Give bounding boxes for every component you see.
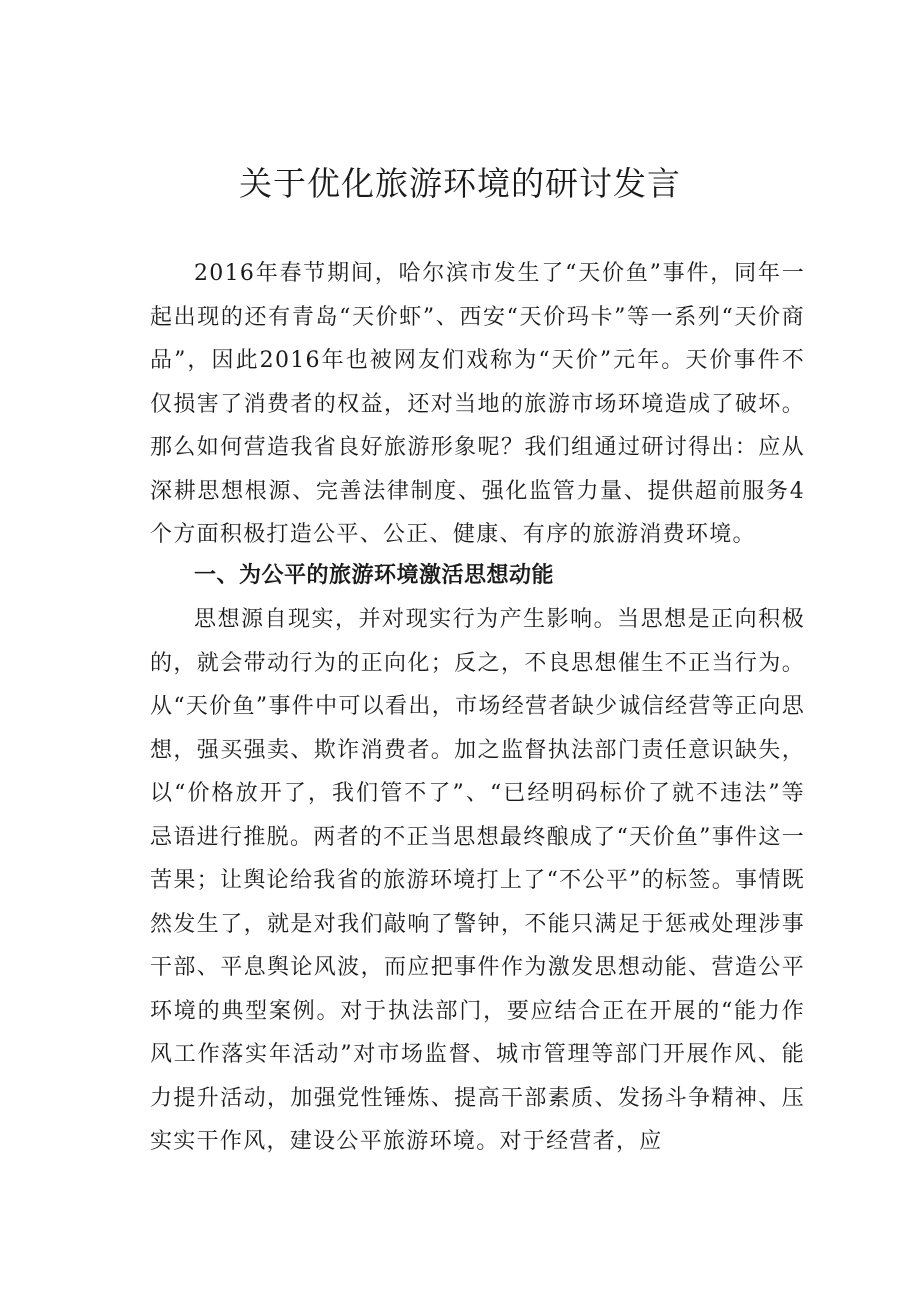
section-heading-1: 一、为公平的旅游环境激活思想动能 bbox=[194, 563, 555, 588]
document-title: 关于优化旅游环境的研讨发言 bbox=[239, 164, 681, 203]
paragraph-intro: 2016年春节期间，哈尔滨市发生了“天价鱼”事件，同年一起出现的还有青岛“天价虾”、西安“天价玛卡”等一系列“天价商品”，因此2016年也被网友们戏称为“天价”元年。天价事件不仅损害了消费者的权益，还对当地的旅游市场环境造成了破坏。那么如何营造我省良好旅游形象呢？我们组通过研讨得出：应从深耕思想根源、完善法律制度、强化监管力量、提供超前服务4个方面积极打造公平、公正、健康、有序的旅游消费环境。 bbox=[150, 261, 805, 547]
paragraph-section-1: 思想源自现实，并对现实行为产生影响。当思想是正向积极的，就会带动行为的正向化；反之，不良思想催生不正当行为。从“天价鱼”事件中可以看出，市场经营者缺少诚信经营等正向思想，强买强卖、欺诈消费者。加之监督执法部门责任意识缺失，以“价格放开了，我们管不了”、“已经明码标价了就不违法”等忌语进行推脱。两者的不正当思想最终酿成了“天价鱼”事件这一苦果；让舆论给我省的旅游环境打上了“不公平”的标签。事情既然发生了，就是对我们敲响了警钟，不能只满足于惩戒处理涉事干部、平息舆论风波，而应把事件作为激发思想动能、营造公平环境的典型案例。对于执法部门，要应结合正在开展的“能力作风工作落实年活动”对市场监督、城市管理等部门开展作风、能力提升活动，加强党性锤炼、提高干部素质、发扬斗争精神、压实实干作风，建设公平旅游环境。对于经营者，应 bbox=[150, 607, 805, 1154]
